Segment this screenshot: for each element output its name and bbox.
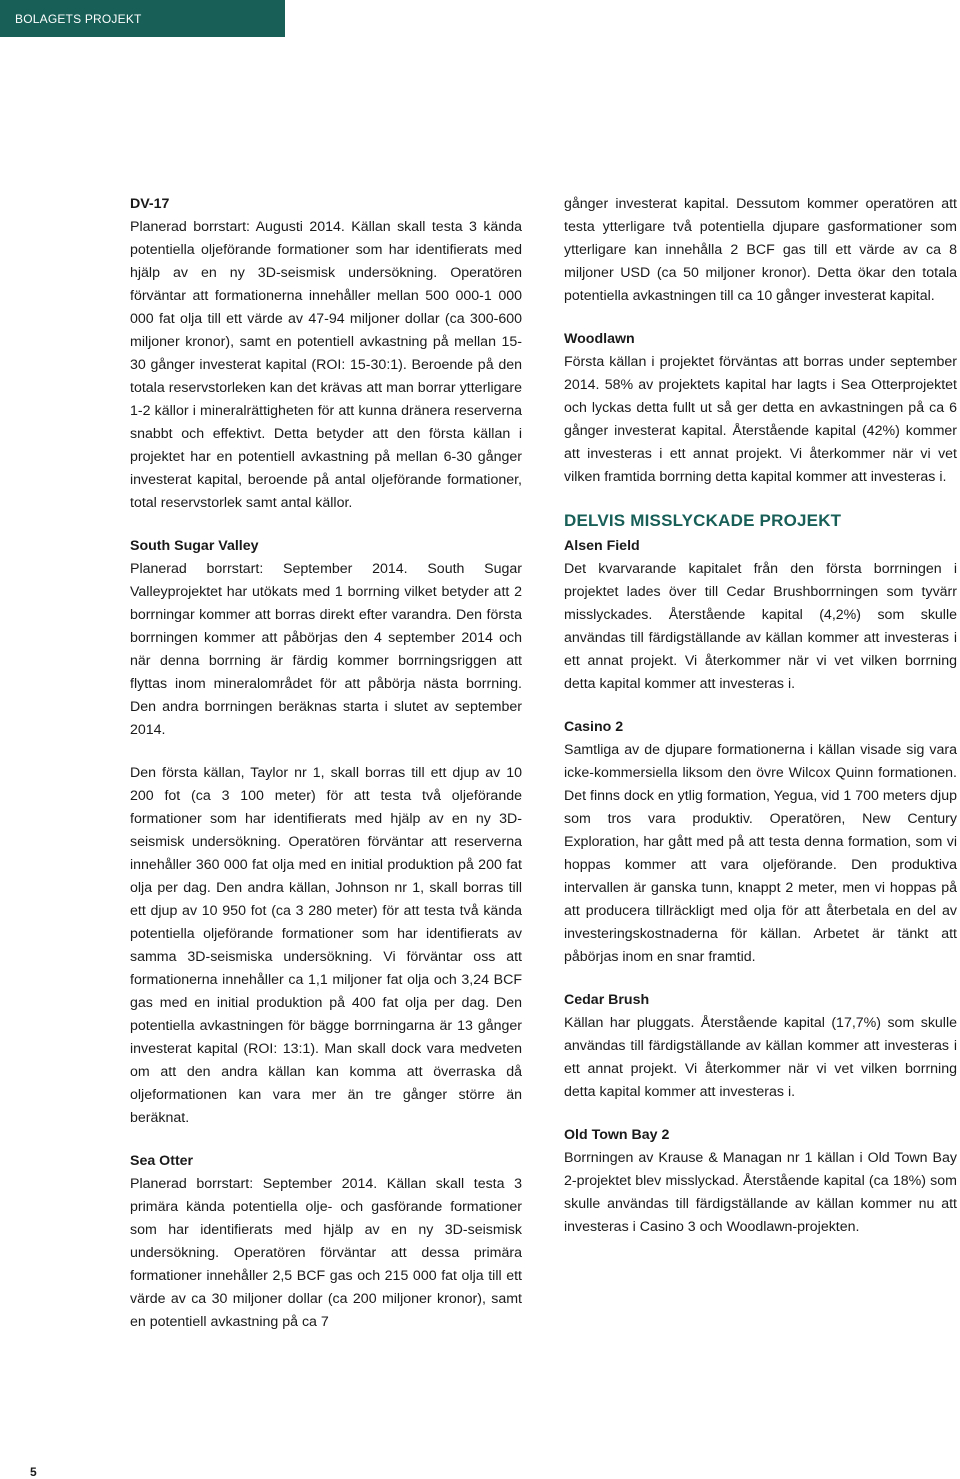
section-sea-otter (130, 1150, 522, 1334)
section-text: Borrningen av Krause & Managan nr 1 källan i Old Town Bay 2-projektet blev misslyckad. Återstående kapital (ca 18%) som skulle användas till färdigställande av källan kommer nu att investeras i Casino 3 och Woodlawn-projekten. (564, 1150, 957, 1235)
section-text: Planerad borrstart: September 2014. Källan skall testa 3 primära kända potentiella olje- och gasförande formationer som har identifierats med hjälp av en ny 3D-seismisk undersökning. Operatören förväntar att dessa primära formationer innehåller 2,5 BCF gas och 215 000 fat olja till ett värde av ca 30 miljoner dollar (ca 200 miljoner kronor), samt en potentiell avkastning på ca 7 (130, 1176, 522, 1330)
section-south-sugar-valley-wells (130, 762, 522, 1130)
section-tab (0, 0, 285, 37)
section-sea-otter-continued (564, 193, 957, 308)
section-text: Planerad borrstart: Augusti 2014. Källan skall testa 3 kända potentiella oljeförande formationer som har identifierats med hjälp av en ny 3D-seismisk undersökning. Operatören förväntar att formationerna innehåller mellan 500 000-1 000 000 fat olja till ett värde av 47-94 miljoner dollar (ca 300-600 miljoner kronor), samt en potentiell avkastning på mellan 15-30 gånger investerat kapital (ROI: 15-30:1). Beroende på den totala reservstorleken kan det krävas att man borrar ytterligare 1-2 källor i mineralrättigheten för att kunna dränera reserverna snabbt och effektivt. Detta betyder att den första källan i projektet har en potentiell avkastning på mellan 6-30 gånger investerat kapital, beroende på antal oljeförande formationer, total reservstorlek samt antal källor. (130, 219, 522, 511)
section-woodlawn (564, 328, 957, 489)
section-dv17 (130, 193, 522, 515)
section-text: Källan har pluggats. Återstående kapital (17,7%) som skulle användas till färdigställande av källan kommer att investeras i ett annat projekt. Vi återkommer när vi vet vilken borrning detta kapital kommer att investeras i. (564, 1015, 957, 1100)
section-old-town-bay-2 (564, 1124, 957, 1239)
left-column (130, 193, 522, 1354)
right-column (564, 193, 957, 1259)
section-text: Planerad borrstart: September 2014. South Sugar Valleyprojektet har utökats med 1 borrning vilket betyder att 2 borrningar kommer att borras direkt efter varandra. Den första borrningen kommer att påbörjas den 4 september 2014 och när denna borrning är färdig kommer borrningsriggen att flyttas inom mineralområdet för att påbörja nästa borrning. Den andra borrningen beräknas starta i slutet av september 2014. (130, 561, 522, 738)
section-tab-label: BOLAGETS PROJEKT (15, 11, 142, 26)
section-title: DV-17 (130, 196, 170, 212)
section-title: Alsen Field (564, 538, 640, 554)
section-title: Sea Otter (130, 1153, 194, 1169)
section-text: Det kvarvarande kapitalet från den första borrningen i projektet lades över till Cedar Brushborrningen som tyvärr misslyckades. Återstående kapital (4,2%) som skulle användas till färdigställande av källan kommer att investeras i ett annat projekt. Vi återkommer när vi vet vilken borrning detta kapital kommer att investeras i. (564, 561, 957, 692)
section-text: Första källan i projektet förväntas att borras under september 2014. 58% av projektets kapital har lagts i Sea Otterprojektet och lyckas detta fullt ut så ger detta en avkastningen på ca 6 gånger investerat kapital. Återstående kapital (42%) kommer att investeras i ett annat projekt. Vi återkommer när vi vet vilken framtida borrning detta kapital kommer att investeras i. (564, 354, 957, 485)
section-south-sugar-valley (130, 535, 522, 742)
section-text: gånger investerat kapital. Dessutom kommer operatören att testa ytterligare två potentiella djupare gasformationer som ytterligare kan innehålla 2 BCF gas till ett värde av ca 8 miljoner USD (ca 50 miljoner kronor). Detta ökar den totala potentiella avkastningen till ca 10 gånger investerat kapital. (564, 196, 957, 304)
section-title: Old Town Bay 2 (564, 1127, 670, 1143)
failed-projects-heading: DELVIS MISSLYCKADE PROJEKT (564, 511, 842, 530)
section-title: Casino 2 (564, 719, 624, 735)
section-cedar-brush (564, 989, 957, 1104)
page-number: 5 (30, 1465, 37, 1479)
section-title: Woodlawn (564, 331, 635, 347)
section-text: Den första källan, Taylor nr 1, skall borras till ett djup av 10 200 fot (ca 3 100 meter) för att testa två oljeförande formationer som har identifierats med hjälp av en ny 3D-seismisk undersökning. Operatören förväntar att reserverna innehåller 360 000 fat olja med en initial produktion på 200 fat olja per dag. Den andra källan, Johnson nr 1, skall borras till ett djup av 10 950 fot (ca 3 280 meter) för att testa två kända potentiella oljeförande formationer som har identifierats av samma 3D-seismiska undersökning. Vi förväntar oss att formationerna innehåller ca 1,1 miljoner fat olja och 3,24 BCF gas med en initial produktion på 400 fat olja per dag. Den potentiella avkastningen för bägge borrningarna är 13 gånger investerat kapital (ROI: 13:1). Man skall dock vara medveten om att den andra källan kan komma att överraska då oljeformationen kan vara mer än tre gånger större än beräknat. (130, 765, 522, 1126)
section-title: Cedar Brush (564, 992, 650, 1008)
section-casino-2 (564, 716, 957, 969)
section-title: South Sugar Valley (130, 538, 259, 554)
section-text: Samtliga av de djupare formationerna i källan visade sig vara icke-kommersiella liksom den övre Wilcox Quinn formationen. Det finns dock en ytlig formation, Yegua, vid 1 700 meters djup som tros vara produktiv. Operatören, New Century Exploration, har gått med på att testa denna formation, som vi hoppas kommer att vara oljeförande. Den produktiva intervallen är ganska tunn, knappt 2 meter, men vi hoppas på att producera tillräckligt med olja för att återbetala en del av investeringskostnaderna för källan. Arbetet är tänkt att påbörjas inom en snar framtid. (564, 742, 957, 965)
section-alsen-field (564, 535, 957, 696)
